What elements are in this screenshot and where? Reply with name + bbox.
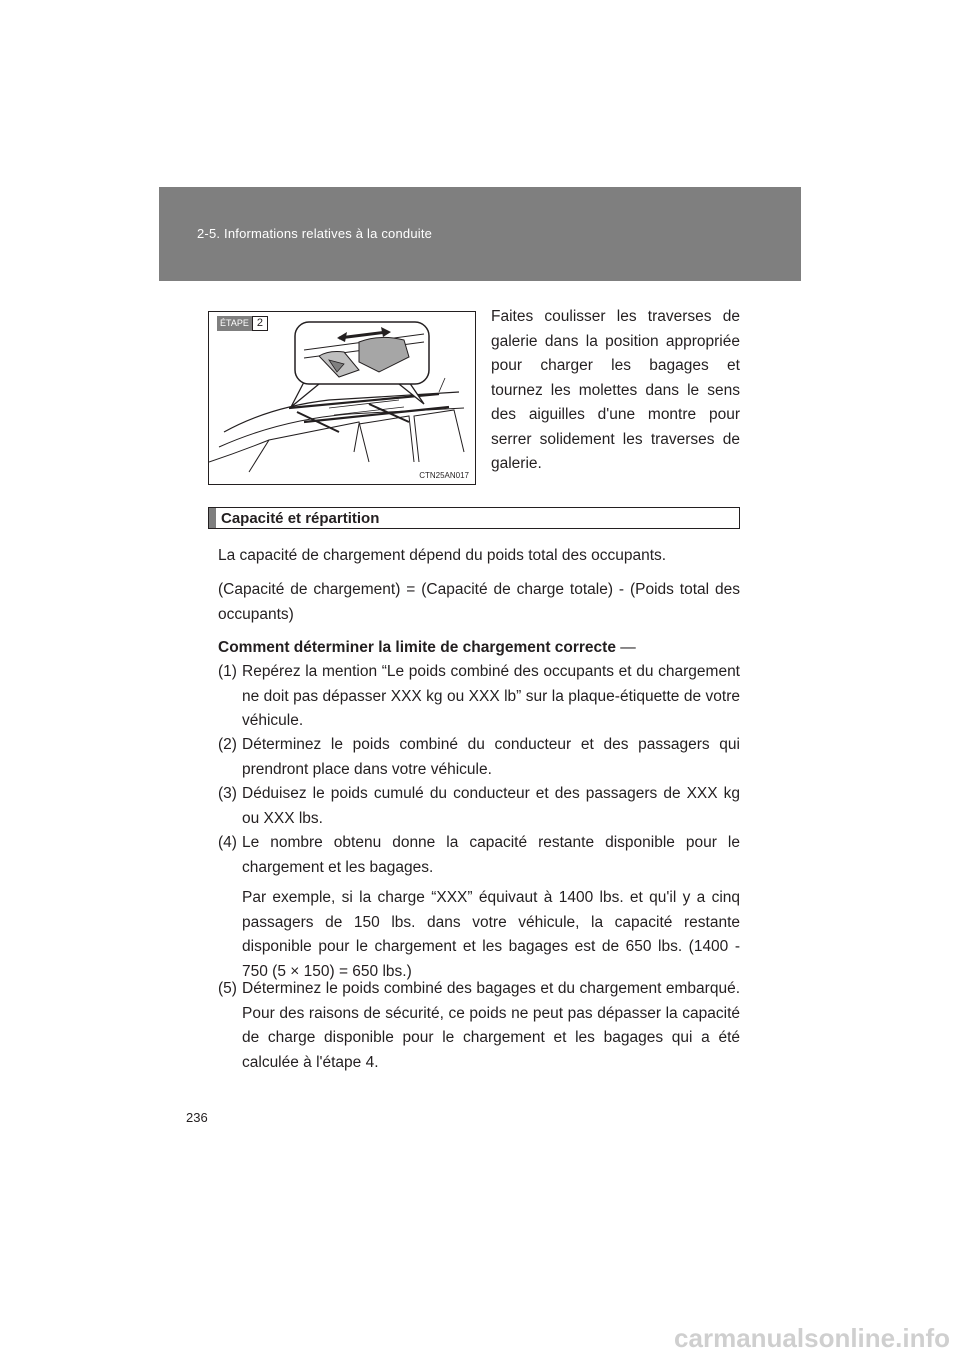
capacity-formula: (Capacité de chargement) = (Capacité de charge totale) - (Poids total des occupants) xyxy=(218,581,740,623)
subheading xyxy=(218,636,740,661)
car-roof-drawing xyxy=(209,312,476,485)
list-item xyxy=(218,782,740,831)
watermark-logo xyxy=(0,1317,960,1358)
list-item-text: Déterminez le poids combiné des bagages et du chargement embarqué. Pour des raisons de sécurité, ce poids ne peut pas dépasser la capacité de charge disponible pour le chargement et les bagages qui a été calculée à l'étape 4. xyxy=(242,980,740,1071)
section-heading-marker xyxy=(209,508,216,528)
list-item xyxy=(218,977,740,1075)
section-heading-title: Capacité et répartition xyxy=(221,510,380,527)
list-item xyxy=(218,660,740,734)
list-item-text: Le nombre obtenu donne la capacité restante disponible pour le chargement et les bagages. xyxy=(242,834,740,876)
list-item-number: (5) xyxy=(218,980,237,997)
step-badge xyxy=(217,316,268,331)
list-item-number: (2) xyxy=(218,736,237,753)
calculation-example: Par exemple, si la charge “XXX” équivaut à 1400 lbs. et qu'il y a cinq passagers de 150 lbs. dans votre véhicule, la capacité restante disponible pour le chargement et les bagages est de 650 lbs. (1400 - 750 (5 × 150) = 650 lbs.) xyxy=(242,889,740,980)
subheading-text: Comment déterminer la limite de chargement correcte xyxy=(218,639,616,656)
list-item-text: Déterminez le poids combiné du conducteur et des passagers qui prendront place dans votre véhicule. xyxy=(242,736,740,778)
svg-text:carmanualsonline.info: carmanualsonline.info xyxy=(674,1323,950,1353)
page-number: 236 xyxy=(186,1110,208,1125)
list-item-number: (1) xyxy=(218,663,237,680)
list-item-text: Repérez la mention “Le poids combiné des occupants et du chargement ne doit pas dépasser XXX kg ou XXX lb” sur la plaque-étiquette de votre véhicule. xyxy=(242,663,740,729)
list-item-text: Déduisez le poids cumulé du conducteur et des passagers de XXX kg ou XXX lbs. xyxy=(242,785,740,827)
list-item xyxy=(218,831,740,984)
subheading-dash: — xyxy=(620,639,636,656)
list-item-number: (3) xyxy=(218,785,237,802)
list-item xyxy=(218,733,740,782)
chapter-title: 2-5. Informations relatives à la conduite xyxy=(197,226,433,241)
list-item-number: (4) xyxy=(218,834,237,851)
step-label: ÉTAPE xyxy=(217,316,252,331)
chapter-header xyxy=(159,187,801,281)
step-number: 2 xyxy=(252,316,268,331)
roof-rack-illustration xyxy=(208,311,476,485)
section-heading xyxy=(208,507,740,529)
capacity-intro: La capacité de chargement dépend du poids total des occupants. xyxy=(218,547,667,564)
figure-code: CTN25AN017 xyxy=(419,471,469,480)
step-2-instruction: Faites coulisser les traverses de galerie dans la position appropriée pour charger les bagages et tournez les molettes dans le sens des aiguilles d'une montre pour serrer solidement les traverses de galerie. xyxy=(491,308,740,472)
